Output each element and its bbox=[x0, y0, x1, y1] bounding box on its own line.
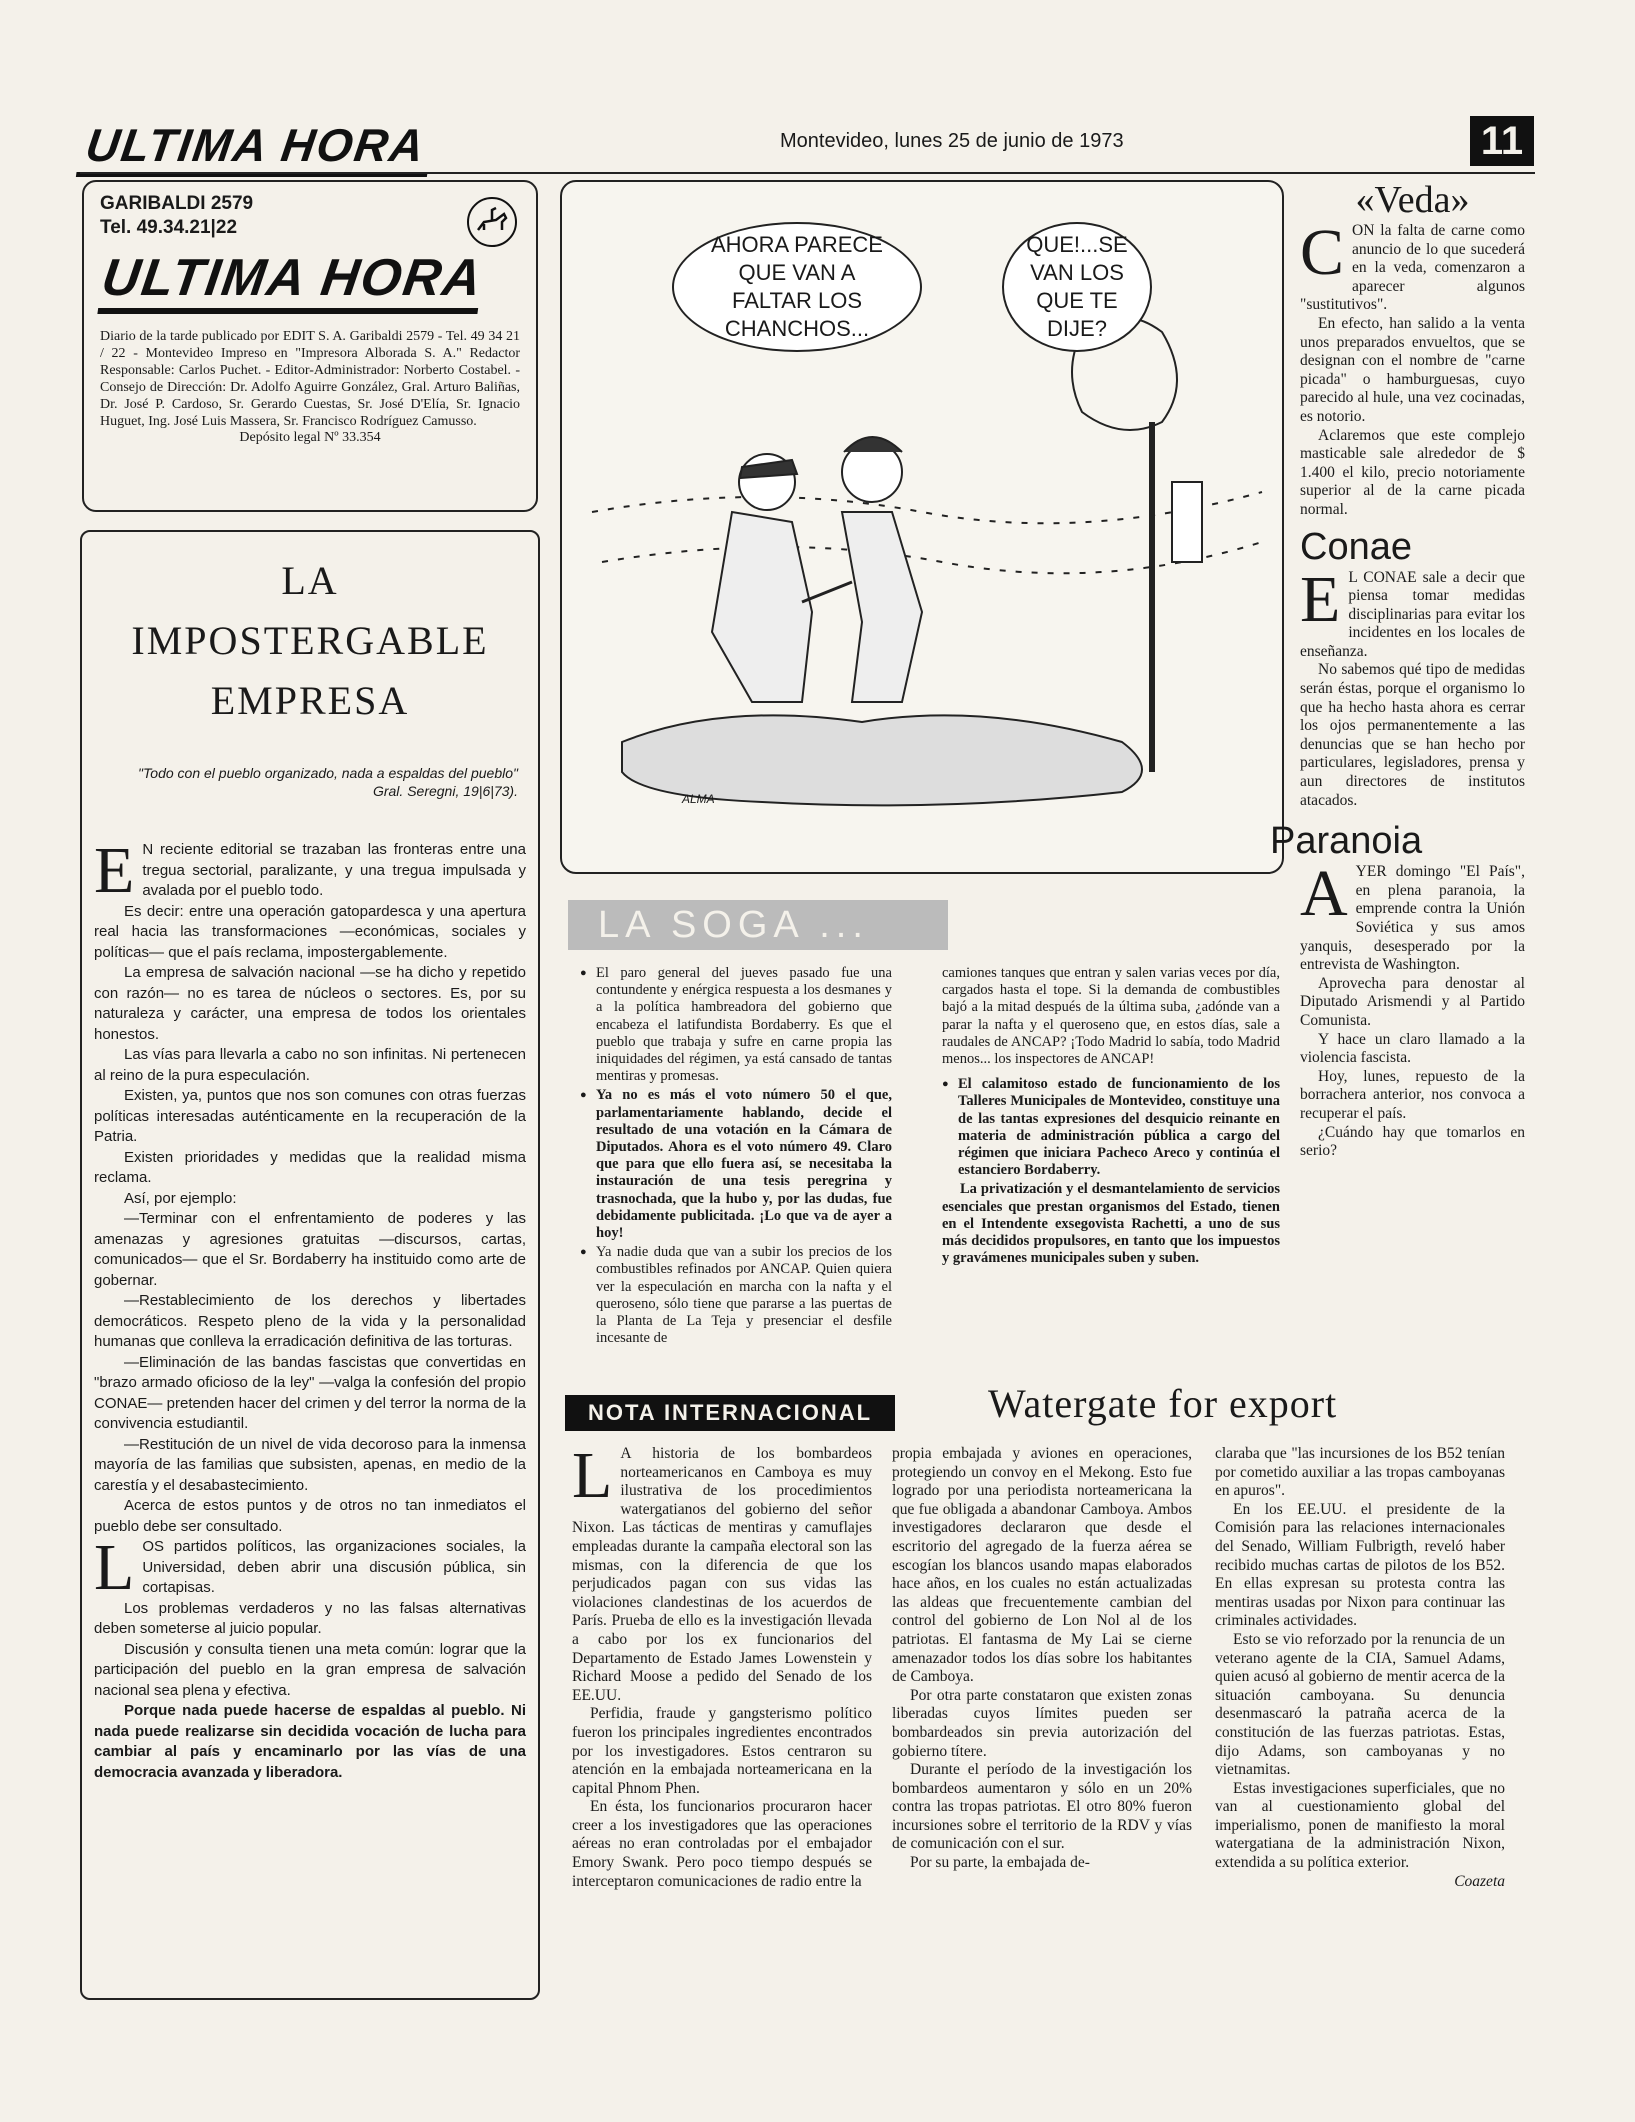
sidebar bbox=[1270, 178, 1525, 1161]
article-title: Watergate for export bbox=[988, 1381, 1338, 1426]
epigraph-source: Gral. Seregni, 19|6|73). bbox=[372, 783, 518, 799]
paragraph: Perfidia, fraude y gangsterismo político fueron los principales ingredientes encontrados por los investigadores. Estos centraron su atención en la embajada norteamericana en la capital Phnom Phen. bbox=[572, 1705, 872, 1797]
paragraph: Aprovecha para denostar al Diputado Arismendi y al Partido Comunista. bbox=[1300, 974, 1525, 1029]
editorial-title-line3: EMPRESA bbox=[210, 678, 410, 723]
paragraph: Discusión y consulta tienen una meta común: lograr que la participación del pueblo en la gran empresa de salvación nacional sea plena y efectiva. bbox=[94, 1640, 526, 1699]
masthead-logo: ULTIMA HORA bbox=[97, 248, 486, 314]
editorial-cartoon bbox=[560, 180, 1284, 874]
paragraph: Aclaremos que este complejo masticable sale alrededor de $ 1.400 el kilo, precio notoriamente superior al de la carne picada normal. bbox=[1300, 426, 1525, 518]
soga-item: ● Ya nadie duda que van a subir los precios de los combustibles refinados por ANCAP. Quien quiera ver la especulación en marcha con la nafta y el queroseno, sólo tiene que pararse a las puertas de la Planta de La Teja y presenciar el desfile incesante de bbox=[580, 1244, 892, 1347]
paragraph: YER domingo "El País", en plena paranoia, la emprende contra la Unión Soviética y sus amos yanquis, desesperado por la entrevista de Washington. bbox=[1300, 863, 1525, 974]
editorial-title-line1: LA bbox=[281, 558, 339, 603]
paragraph: Los problemas verdaderos y no las falsas alternativas deben someterse al juicio popular. bbox=[94, 1599, 526, 1637]
legal-deposit: Depósito legal Nº 33.354 bbox=[239, 430, 381, 445]
header-rule bbox=[80, 172, 1535, 174]
paragraph: En ésta, los funcionarios procuraron hacer creer a los investigadores que las operaciones aéreas no eran controladas por el embajador Emory Swank. Pero poco tiempo después se interceptaron comunicaciones de radio entre la bbox=[572, 1798, 872, 1890]
paragraph: En efecto, han salido a la venta unos preparados envueltos, que se designan con el nombre de "carne picada" o hamburguesas, cuyo parecido al hule, una vez cocinadas, es notorio. bbox=[1300, 314, 1525, 425]
soga-item: La privatización y el desmantelamiento de servicios esenciales que prestan organismos del Estado, tienen en el Intendente exsegovista Rachetti, a uno de sus más decididos propulsores, en tanto que los impuestos y gravámenes municipales suben y suben. bbox=[942, 1181, 1280, 1267]
paragraph: claraba que "las incursiones de los B52 tenían por cometido auxiliar a las tropas camboyanas en apuros". bbox=[1215, 1445, 1505, 1500]
paragraph: Porque nada puede hacerse de espaldas al pueblo. Ni nada puede realizarse sin decidida vocación de lucha para cambiar al país y encaminarlo por las vías de una democracia avanzada y liberadora. bbox=[94, 1702, 526, 1781]
masthead-address: GARIBALDI 2579 bbox=[100, 193, 254, 214]
editorial-epigraph bbox=[94, 764, 518, 800]
conae-title: Conae bbox=[1300, 525, 1412, 568]
cartoon-drawing bbox=[562, 182, 1282, 872]
paragraph: Acerca de estos puntos y de otros no tan inmediatos el pueblo debe ser consultado. bbox=[94, 1497, 526, 1535]
paragraph: Las vías para llevarla a cabo no son infinitas. Ni pertenecen al reino de la pura especulación. bbox=[94, 1046, 526, 1084]
article-signature: Coazeta bbox=[1454, 1872, 1505, 1890]
la-soga-column-1 bbox=[580, 965, 892, 1349]
paragraph: —Restablecimiento de los derechos y libertades democráticos. Respeto pleno de la vida y la personalidad humanas que conlleva la erradicación definitiva de las torturas. bbox=[94, 1292, 526, 1350]
paranoia-title: Paranoia bbox=[1270, 820, 1423, 863]
drop-cap: C bbox=[1300, 216, 1345, 289]
dateline: Montevideo, lunes 25 de junio de 1973 bbox=[780, 130, 1124, 152]
drop-cap: E bbox=[94, 834, 135, 907]
paragraph: Y hace un claro llamado a la violencia fascista. bbox=[1300, 1030, 1525, 1067]
la-soga-heading: LA SOGA ... bbox=[568, 900, 948, 950]
editorial-body bbox=[94, 834, 526, 1783]
paragraph: Así, por ejemplo: bbox=[124, 1189, 237, 1207]
rider-logo-icon bbox=[466, 196, 518, 248]
speech-bubble-right: QUE!...SE VAN LOS QUE TE DIJE? bbox=[1002, 222, 1152, 352]
paragraph: La empresa de salvación nacional —se ha dicho y repetido con razón— no es tarea de núcleos o sectores. Es, por su naturaleza y carácter, una empresa de todos los orientales honestos. bbox=[94, 964, 526, 1043]
soga-item-continued: camiones tanques que entran y salen varias veces por día, cargados hasta el tope. Si la demanda de combustibles bajó a la mitad después de la última suba, ¿adónde van a parar la nafta y el queroseno que, en estos días, sale a raudales de ANCAP? ¡Todo Madrid lo sabía, todo Madrid menos... los inspectores de ANCAP! bbox=[942, 965, 1280, 1068]
paragraph: Hoy, lunes, repuesto de la borrachera anterior, nos convoca a recuperar el país. bbox=[1300, 1067, 1525, 1122]
paragraph: N reciente editorial se trazaban las fronteras entre una tregua sectorial, paralizante, y una tregua impulsada y avalada por el pueblo todo. bbox=[142, 841, 526, 899]
paragraph: Por otra parte constataron que existen zonas liberadas cuyos límites pueden ser bombardeados sin previa autorización del gobierno títere. bbox=[892, 1686, 1192, 1760]
paragraph: En los EE.UU. el presidente de la Comisión para las relaciones internacionales del Senado, William Fulbrigth, reveló haber recibido muchas cartas de pilotos de los B52. En ellas expresan su protesta contra las mentiras usadas por Nixon para continuar las criminales actividades. bbox=[1215, 1500, 1505, 1630]
paragraph: —Restitución de un nivel de vida decoroso para la inmensa mayoría de las familias que subsisten, apenas, en medio de la carestía y el desabastecimiento. bbox=[94, 1435, 526, 1494]
soga-item: ● El paro general del jueves pasado fue una contundente y enérgica respuesta a los desmanes y a la política hambreadora del gobierno que encabeza el latifundista Bordaberry. Es que el pueblo que trabaja y sufre en carne propia las iniquidades del régimen, ya está cansado de tantas mentiras y promesas. bbox=[580, 965, 892, 1085]
masthead-credits: Diario de la tarde publicado por EDIT S. A. Garibaldi 2579 - Tel. 49 34 21 / 22 - Montevideo Impreso en "Impresora Alborada S. A." Redactor Responsable: Carlos Puchet. - Editor-Administrador: Norberto Costabel. - Consejo de Dirección: Dr. Adolfo Aguirre González, Gral. Arturo Baliñas, Dr. José P. Cardoso, Sr. Gerardo Cuestas, Sr. José D'Elía, Sr. Ignacio Huguet, Ing. José Luis Massera, Sr. Francisco Rodríguez Camusso. bbox=[100, 329, 520, 429]
paragraph: —Eliminación de las bandas fascistas que convertidas en "brazo armado oficioso de la ley" —valga la confesión del propio CONAE— pretenden hacer del crimen y del terror la norma de la convivencia estudiantil. bbox=[94, 1353, 526, 1432]
paragraph: Es decir: entre una operación gatopardesca y una apertura real hacia las transformaciones —económicas, sociales y políticas— que el país reclama, impostergablemente. bbox=[94, 902, 526, 961]
paragraph: Estas investigaciones superficiales, que no van al cuestionamiento global del imperialismo, ponen de manifiesto la moral watergatiana de la administración Nixon, extendida a su política exterior. bbox=[1215, 1779, 1505, 1872]
nota-column-3 bbox=[1215, 1445, 1505, 1891]
paragraph: Esto se vio reforzado por la renuncia de un veterano agente de la CIA, Samuel Adams, quien acusó al gobierno de mentir acerca de la situación camboyana. Su denuncia desenmascaró la patraña acerca de la constitución de las fuerzas patriotas. Estas, dijo Adams, son camboyanas y no vietnamitas. bbox=[1215, 1630, 1505, 1779]
soga-item: ● Ya no es más el voto número 50 el que, parlamentariamente hablando, decide el resultado de una votación en la Cámara de Diputados. Ahora es el voto número 49. Claro que para que ello fuera así, se necesitaba la instauración de una tesis peregrina y trasnochada, que la hubo y, por las dudas, fue debidamente publicitada. ¡Lo que va de ayer a hoy! bbox=[580, 1087, 892, 1242]
drop-cap: L bbox=[94, 1531, 135, 1604]
section-label: NOTA INTERNACIONAL bbox=[565, 1395, 895, 1431]
drop-cap: E bbox=[1300, 562, 1341, 636]
paragraph: OS partidos políticos, las organizaciones sociales, la Universidad, deben abrir una discusión pública, sin cortapisas. bbox=[142, 1538, 526, 1596]
masthead-box bbox=[82, 180, 538, 512]
paragraph: No sabemos qué tipo de medidas serán éstas, porque el organismo lo que ha hecho hasta ahora es cerrar los ojos permanentemente a las denuncias que se han hecho por particulares, legisladores, prensa y aun directores de institutos atacados. bbox=[1300, 661, 1525, 809]
cartoon-signature: ALMA bbox=[682, 792, 715, 806]
veda-title: «Veda» bbox=[1355, 179, 1470, 221]
paragraph: ON la falta de carne como anuncio de lo que sucederá en la veda, comenzaron a aparecer algunos "sustitutivos". bbox=[1300, 222, 1525, 314]
paragraph: ¿Cuándo hay que tomarlos en serio? bbox=[1300, 1123, 1525, 1160]
soga-item: ● El calamitoso estado de funcionamiento de los Talleres Municipales de Montevideo, constituye una de las tantas expresiones del desquicio reinante en materia de administración pública a cargo del régimen que iniciara Pacheco Areco y continúa el estanciero Bordaberry. bbox=[942, 1076, 1280, 1179]
paragraph: A historia de los bombardeos norteamericanos en Camboya es muy ilustrativa de los procedimientos watergatianos del gobierno del señor Nixon. Las tácticas de mentiras y camuflajes empleadas durante la campaña electoral son las mismas, con la diferencia de que los perjudicados pagan con sus vidas las violaciones clandestinas de los acuerdos de París. Prueba de ello es la investigación llevada a cabo por los ex funcionarios del Departamento de Estado James Lowenstein y Richard Moose a pedido del Senado de los EE.UU. bbox=[572, 1445, 872, 1704]
paranoia-text bbox=[1300, 857, 1525, 1161]
paragraph: Por su parte, la embajada de- bbox=[910, 1854, 1090, 1872]
masthead-phone: Tel. 49.34.21|22 bbox=[100, 217, 238, 238]
editorial-title-line2: IMPOSTERGABLE bbox=[131, 618, 489, 663]
paragraph: propia embajada y aviones en operaciones, protegiendo un convoy en el Mekong. Esto fue logrado por una periodista norteamericana la que fue obligada a abandonar Camboya. Ambos investigadores declararon que desde el escritorio del agregado de la fuerza aérea se escogían los blancos usando mapas elaborados hace años, en los cuales no están actualizadas las aldeas que frecuentemente cambian del control del gobierno de Lon Nol al de los patriotas. El fantasma de My Lai se cierne amenazador todos los días sobre los habitantes de Camboya. bbox=[892, 1445, 1192, 1686]
epigraph-quote: "Todo con el pueblo organizado, nada a espaldas del pueblo" bbox=[138, 765, 518, 781]
speech-bubble-left: AHORA PARECE QUE VAN A FALTAR LOS CHANCHOS... bbox=[672, 222, 922, 352]
drop-cap: L bbox=[572, 1439, 613, 1512]
paragraph: Durante el período de la investigación los bombardeos aumentaron y sólo en un 20% contra las tropas patriotas. El otro 80% fueron incursiones sobre el territorio de la RDV y vías de comunicación con el sur. bbox=[892, 1761, 1192, 1853]
conae-text bbox=[1300, 562, 1525, 811]
paragraph: —Terminar con el enfrentamiento de poderes y las amenazas y agresiones gratuitas —discursos, cartas, comunicados— que el Sr. Bordaberry ha instituido como arte de gobernar. bbox=[94, 1210, 526, 1289]
paragraph: Existen, ya, puntos que nos son comunes con otras fuerzas políticas interesadas auténticamente en la recuperación de la Patria. bbox=[94, 1087, 526, 1145]
nota-column-2 bbox=[892, 1445, 1192, 1873]
paragraph: Existen prioridades y medidas que la realidad misma reclama. bbox=[94, 1148, 526, 1186]
nota-column-1 bbox=[572, 1439, 872, 1891]
newspaper-logo: ULTIMA HORA bbox=[76, 118, 435, 177]
veda-text bbox=[1300, 216, 1525, 520]
editorial-box bbox=[80, 530, 540, 2000]
paragraph: L CONAE sale a decir que piensa tomar medidas disciplinarias para evitar los incidentes en los locales de enseñanza. bbox=[1300, 568, 1525, 660]
drop-cap: A bbox=[1300, 857, 1348, 931]
page-number: 11 bbox=[1470, 116, 1534, 166]
la-soga-column-2 bbox=[942, 965, 1280, 1269]
